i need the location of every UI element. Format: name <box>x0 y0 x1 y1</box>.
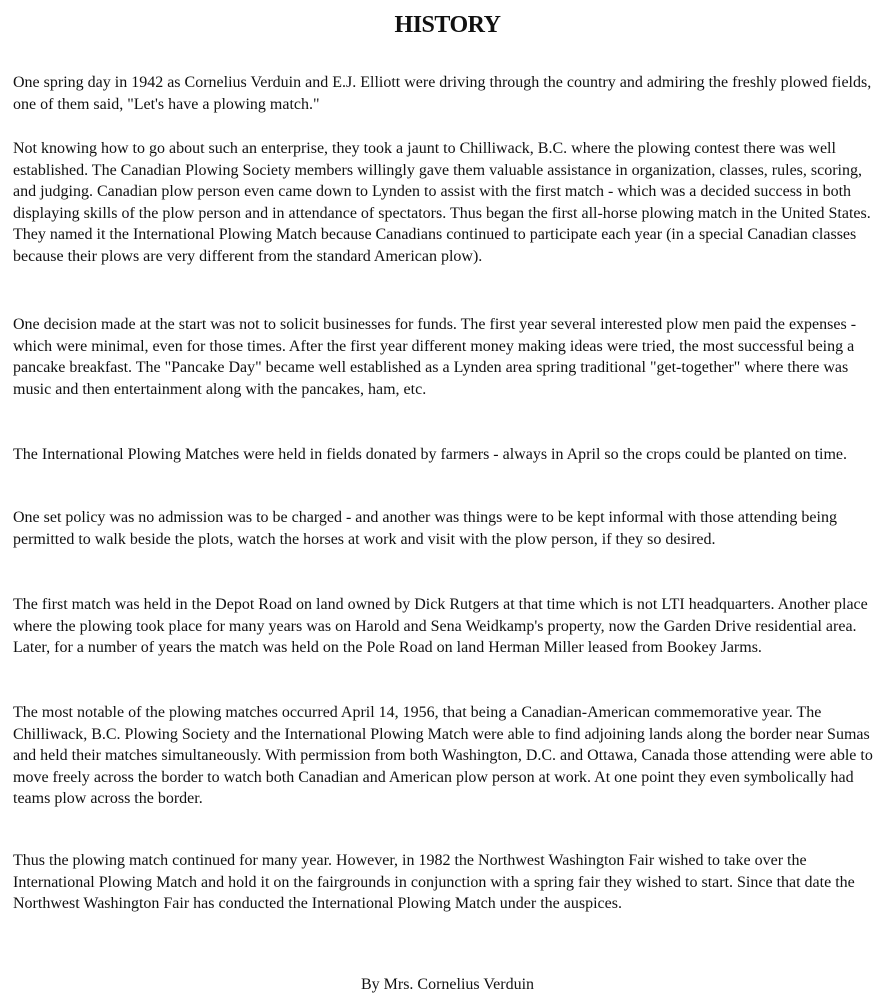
paragraph-locations: The first match was held in the Depot Road on land owned by Dick Rutgers at that time which is not LTI headquarters. Another place where the plowing took place for many years was on Harold and Sena Weidkamp's property, now the Garden Drive residential area. Later, for a number of years the match was held on the Pole Road on land Herman Miller leased from Bookey Jarms. <box>13 596 868 656</box>
author-byline: By Mrs. Cornelius Verduin <box>360 976 535 993</box>
paragraph-northwest-fair: Thus the plowing match continued for many year. However, in 1982 the Northwest Washington Fair wished to take over the International Plowing Match and hold it on the fairgrounds in conjunction with a spring fair they wished to start. Since that date the Northwest Washington Fair has conducted the International Plowing Match under the auspices. <box>13 852 855 912</box>
paragraph-policy: One set policy was no admission was to be charged - and another was things were to be kept informal with those attending being permitted to walk beside the plots, watch the horses at work and visit with the plow person, if they so desired. <box>13 509 837 548</box>
page-title: HISTORY <box>394 12 501 38</box>
paragraph-fields: The International Plowing Matches were held in fields donated by farmers - always in April so the crops could be planted on time. <box>13 446 847 463</box>
paragraph-origin: One spring day in 1942 as Cornelius Verduin and E.J. Elliott were driving through the country and admiring the freshly plowed fields, one of them said, "Let's have a plowing match." <box>13 74 872 113</box>
paragraph-chilliwack: Not knowing how to go about such an enterprise, they took a jaunt to Chilliwack, B.C. where the plowing contest there was well established. The Canadian Plowing Society members willingly gave them valuable assistance in organization, classes, rules, scoring, and judging. Canadian plow person even came down to Lynden to assist with the first match - which was a decided success in both displaying skills of the plow person and in attendance of spectators. Thus began the first all-horse plowing match in the United States. They named it the International Plowing Match because Canadians continued to participate each year (in a special Canadian classes because their plows are very different from the standard American plow). <box>13 140 871 265</box>
paragraph-funding: One decision made at the start was not to solicit businesses for funds. The first year several interested plow men paid the expenses - which were minimal, even for those times. After the first year different money making ideas were tried, the most successful being a pancake breakfast. The "Pancake Day" became well established as a Lynden area spring traditional "get-together" where there was music and then entertainment along with the pancakes, ham, etc. <box>13 316 857 398</box>
paragraph-1956-match: The most notable of the plowing matches occurred April 14, 1956, that being a Canadian-American commemorative year. The Chilliwack, B.C. Plowing Society and the International Plowing Match were able to find adjoining lands along the border near Sumas and held their matches simultaneously. With permission from both Washington, D.C. and Ottawa, Canada those attending were able to move freely across the border to watch both Canadian and American plow person at work. At one point they even symbolically had teams plow across the border. <box>13 704 873 807</box>
